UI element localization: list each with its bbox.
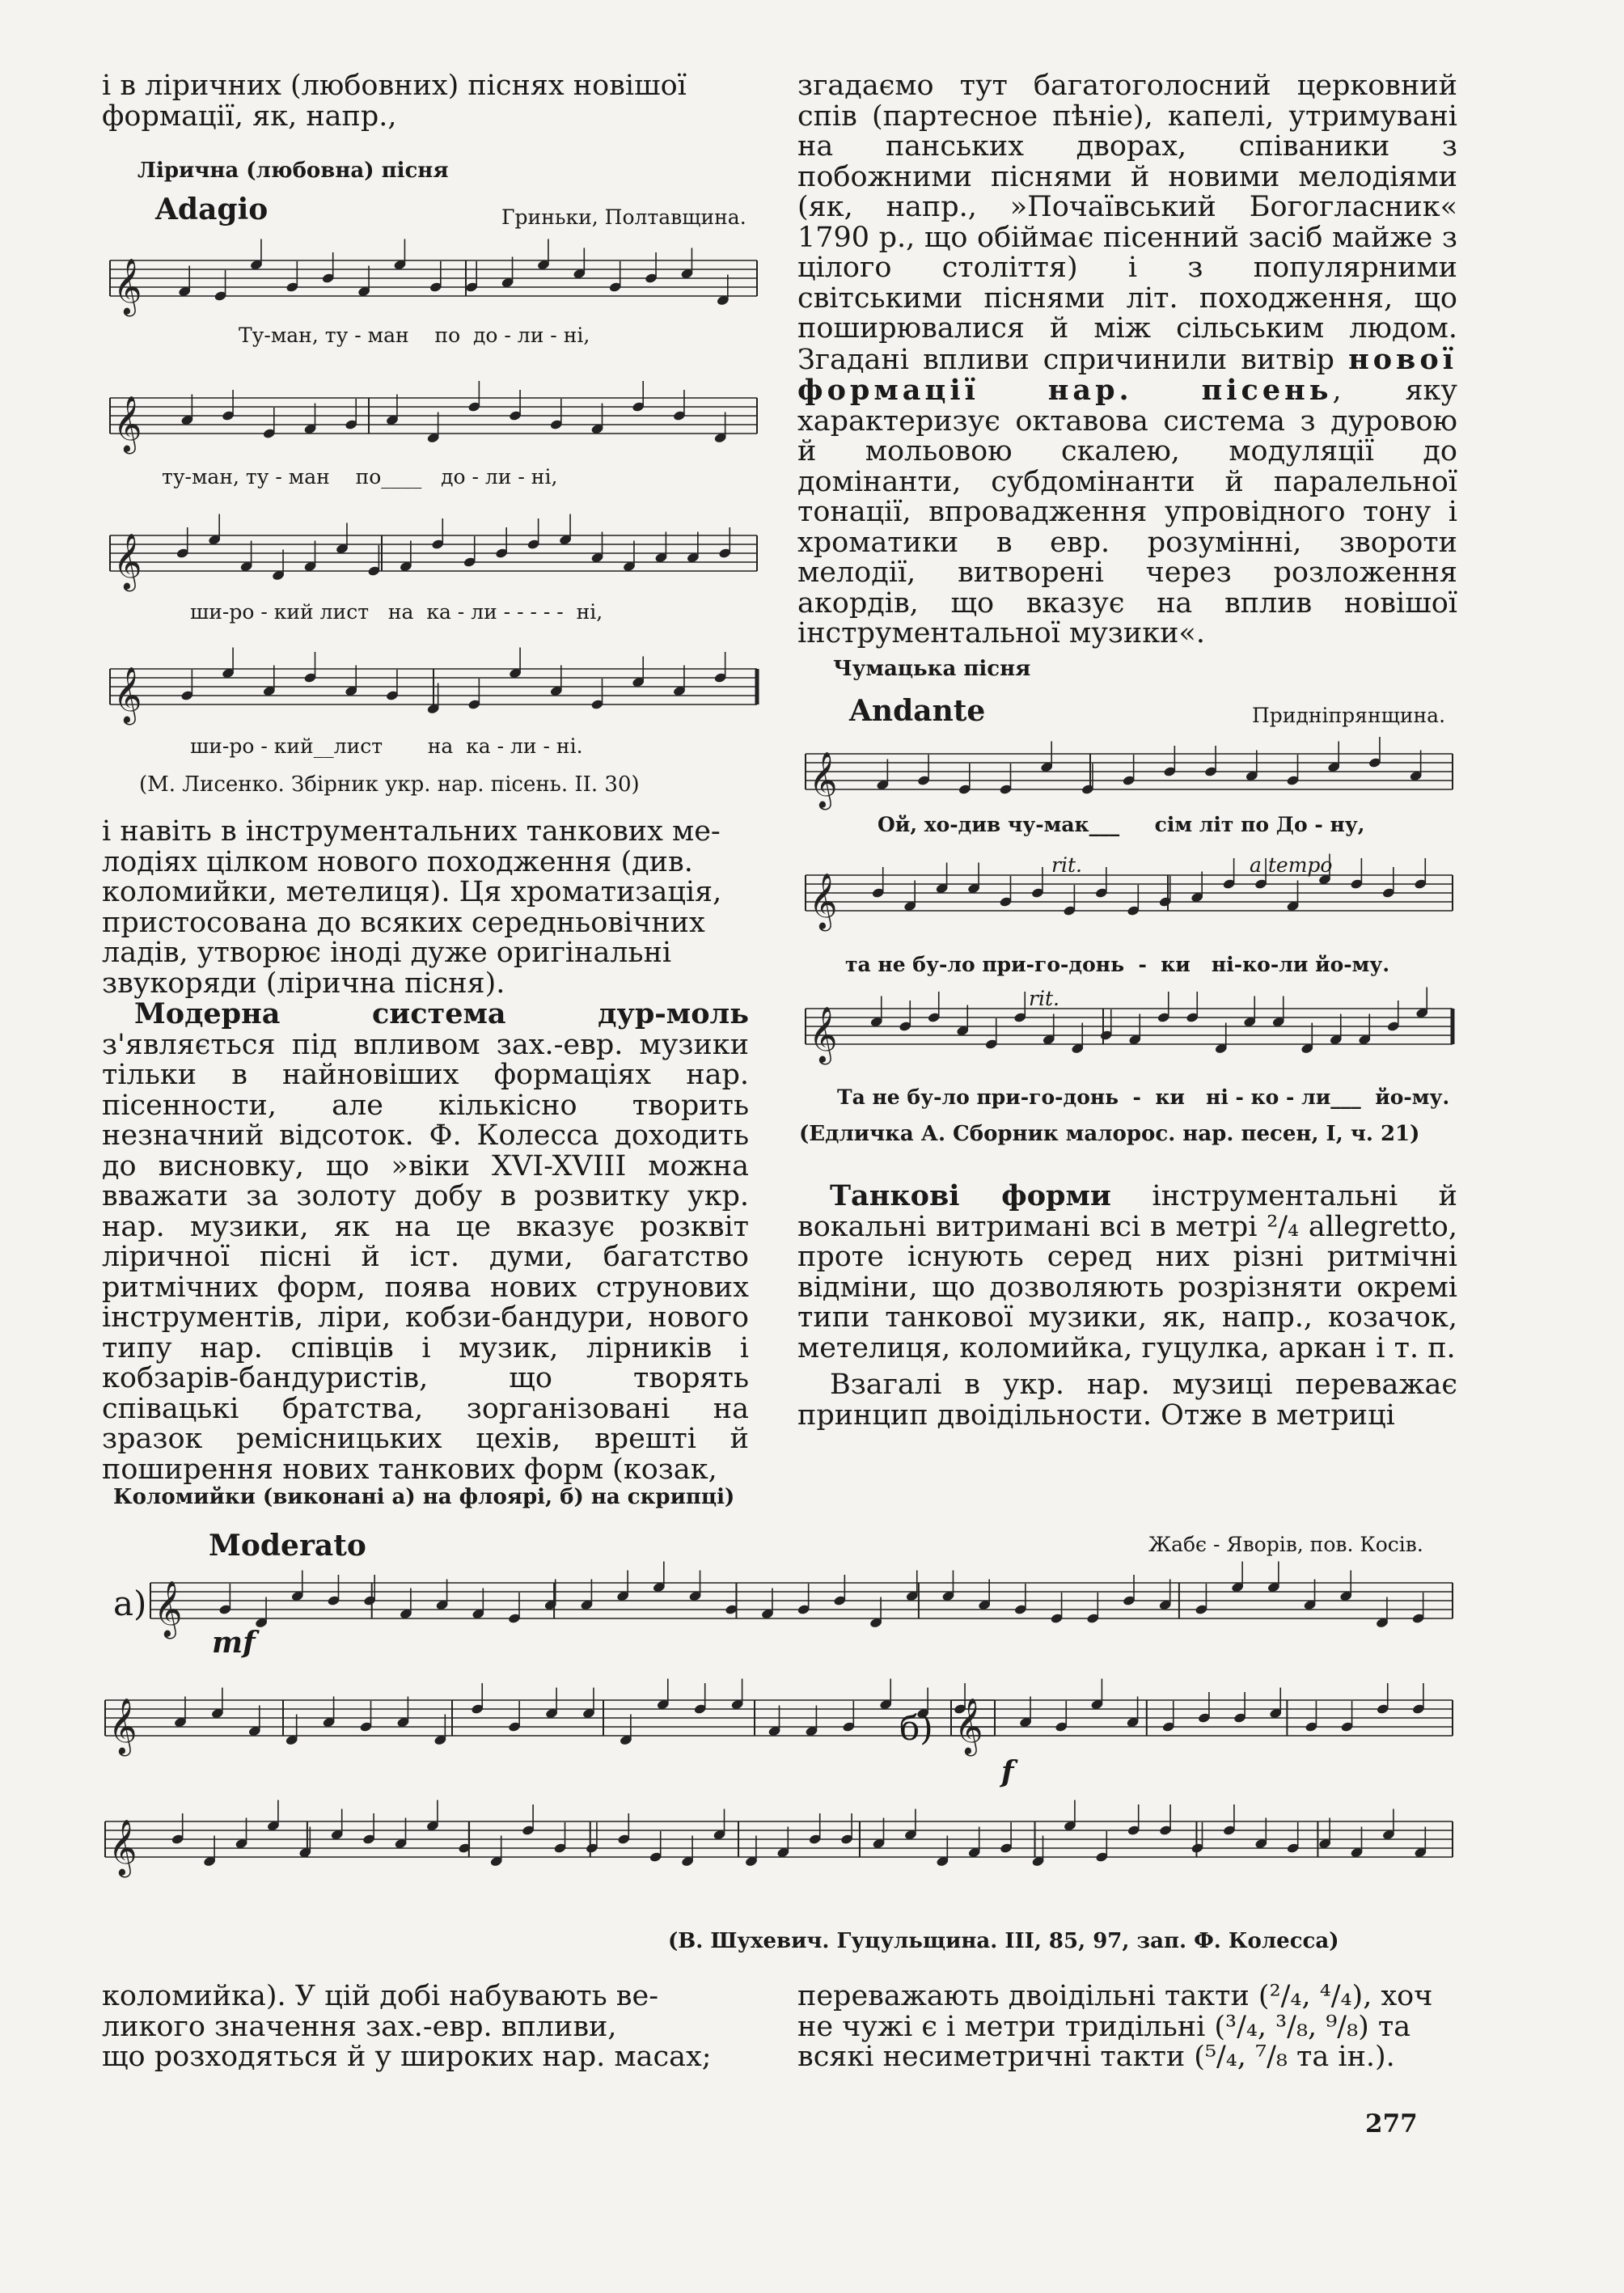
text-line: і навіть в інструментальних танкових ме- [102, 815, 721, 848]
paragraph-body: інструментальні й вокальні витримані всі в метрі ²/₄ allegretto, проте існують серед них різні ритмічні відміни, що дозволяють розрізняти окремі типи танкової музики, як, напр., козачок, метелиця, коломийка, гуцулка, аркан і т. п. [797, 1180, 1457, 1364]
treble-clef: 𝄞 [113, 396, 142, 452]
kolomyika-staff-2 [105, 1682, 995, 1763]
text-line: ликого значення зах.-евр. впливи, [102, 2010, 617, 2043]
text-line: коломийка). У цій добі набувають ве- [102, 1980, 659, 2012]
lyric-song-tempo: Adagio [155, 192, 269, 226]
lyric-song-source: Гриньки, Полтавщина. [501, 205, 746, 229]
dynamic-mf: mf [212, 1626, 256, 1660]
spaced-term: нової формації нар. пісень [797, 342, 1457, 407]
chumak-citation: (Едличка А. Сборник малорос. нар. песен, I, ч. 21) [799, 1122, 1420, 1146]
left-intro [102, 71, 749, 132]
kolomyika-caption: Коломийки (виконані а) на флоярі, б) на скрипці) [113, 1485, 735, 1509]
lyric-line-4: ши-ро - кий__лист на ка - ли - ні. [190, 734, 583, 758]
paragraph-body: з'являється під впливом зах.-евр. музики тільки в найновіших формаціях нар. пісенности, але кількісно творить незначний відсоток. Ф. Колесса доходить до висновку, що »віки XVI-XVIII можна вважати за золоту добу в розвитку укр. нар. музики, як на це вказує розквіт ліричної пісні й іст. думи, багатство ритмічних форм, поява нових струнових інструментів, ліри, кобзи-бандури, нового типу нар. співців і музик, лірників і кобзарів-бандуристів, що творять співацькі братства, зорганізовані на зразок ремісницьких цехів, врешті й поширення нових танкових форм (козак, [102, 1028, 749, 1486]
chumak-staff-1 [806, 736, 1453, 808]
lyric-staff-3 [110, 518, 757, 590]
lyric-line-3: ши-ро - кий лист на ка - ли - - - - - ні, [190, 600, 603, 624]
page-number: 277 [1365, 2109, 1418, 2139]
chumak-a-tempo: a tempo [1250, 853, 1333, 877]
lyric-staff-4 [110, 651, 757, 723]
paragraph-body: Взагалі в укр. нар. музиці переважає принцип двоідільности. Отже в метриці [797, 1369, 1457, 1432]
text-line: не чужі є і метри тридільні (³/₄, ³/₈, ⁹/₈) та [797, 2010, 1411, 2043]
chumak-lyric-1: Ой, хо-див чу-мак___ сім літ по До - ну, [878, 813, 1365, 836]
modern-system-paragraph [102, 999, 749, 1485]
lyric-staff-2 [110, 380, 757, 452]
label-b: б) [899, 1708, 933, 1748]
right-intro [797, 71, 1457, 649]
text-line: і в ліричних (любовних) піснях новішої [102, 70, 687, 102]
treble-clef: 𝄞 [113, 533, 142, 590]
lyric-song-caption: Лірична (любовна) пісня [137, 159, 449, 183]
text-line: що розходяться й у широких нар. масах; [102, 2041, 712, 2073]
text-line: всякі несиметричні такти (⁵/₄, ⁷/₈ та ін.). [797, 2041, 1395, 2073]
treble-clef: 𝄞 [108, 1819, 137, 1876]
treble-clef: 𝄞 [809, 1006, 838, 1063]
treble-clef: 𝄞 [809, 751, 838, 808]
dance-forms-paragraph [797, 1181, 1457, 1364]
chumak-caption: Чумацька пісня [833, 657, 1031, 681]
kolomyika-staff-1 [150, 1565, 1453, 1646]
text-line: лодіях цілком нового походження (див. [102, 845, 693, 878]
treble-clef: 𝄞 [809, 873, 838, 929]
text-line: ладів, утворює іноді дуже оригінальні [102, 937, 672, 969]
chumak-staff-3 [806, 991, 1453, 1064]
bottom-right [797, 1982, 1457, 2073]
kolomyika-source: Жабє - Яворів, пов. Косів. [1148, 1533, 1423, 1556]
right-paragraph [797, 71, 1457, 649]
label-a: а) [113, 1584, 147, 1623]
lyric-citation: (М. Лисенко. Збірник укр. нар. пісень. II. 30) [139, 772, 640, 797]
chumak-lyric-3: Та не бу-ло при-го-донь - ки ні - ко - ли___ йо-му. [837, 1085, 1450, 1109]
right-mid [797, 1181, 1457, 1431]
text-line: коломийки, метелиця). Ця хроматизація, [102, 876, 722, 908]
kolomyika-tempo: Moderato [209, 1529, 366, 1563]
treble-clef: 𝄞 [113, 258, 142, 315]
lyric-line-2: ту-ман, ту - ман по____ до - ли - ні, [162, 465, 558, 489]
text-line: звукоряди (лірична пісня). [102, 967, 505, 1000]
chumak-lyric-2: та не бу-ло при-го-донь - ки ні-ко-ли йо-му. [845, 953, 1390, 976]
chumak-tempo: Andante [849, 694, 986, 728]
kolomyika-citation: (В. Шухевич. Гуцульщина. III, 85, 97, зап. Ф. Колесса) [668, 1929, 1339, 1953]
text-line: переважають двоідільні такти (²/₄, ⁴/₄), хоч [797, 1980, 1433, 2012]
bold-term: Модерна система дур-моль [134, 997, 749, 1030]
treble-clef: 𝄞 [154, 1580, 183, 1637]
lyric-staff-1 [110, 243, 757, 315]
kolomyika-staff-3 [951, 1682, 1453, 1763]
paragraph-body: , яку характеризує октавова система з дуровою й мольовою скалею, модуляції до домінанти, субдомінанти й паралельної тонації, впровадження упровідного тону і хроматики в евр. розумінні, звороти мелодії, витворені через розложення акордів, що вказує на вплив новішої інструментальної музики«. [797, 374, 1457, 649]
chumak-rit-1: rit. [1051, 853, 1082, 877]
chumak-source: Придніпрянщина. [1252, 704, 1446, 727]
treble-clef: 𝄞 [108, 1698, 137, 1754]
bottom-left [102, 1982, 749, 2073]
treble-clef: 𝄞 [954, 1698, 983, 1754]
kolomyika-staff-4 [105, 1804, 1453, 1885]
chumak-rit-2: rit. [1029, 987, 1059, 1010]
lyric-line-1: Ту-ман, ту - ман по до - ли - ні, [239, 324, 590, 347]
chumak-staff-2 [806, 857, 1453, 930]
left-mid [102, 817, 749, 1485]
text-line: формації, як, напр., [102, 99, 397, 133]
paragraph-body: згадаємо тут багатоголосний церковний спів (партесное пѣніе), капелі, утримувані на панських дворах, співаники з побожними піснями й новими мелодіями (як, напр., »Почаївський Богогласник« 1790 р., що обіймає пісенний засіб майже з цілого століття) і з популярними світськими піснями літ. походження, що поширювалися й між сільським людом. Згадані впливи спричинили витвір [797, 70, 1457, 376]
dynamic-f: f [1001, 1755, 1014, 1789]
text-line: пристосована до всяких середньовічних [102, 906, 705, 939]
treble-clef: 𝄞 [113, 666, 142, 723]
bold-term: Танкові форми [830, 1179, 1111, 1212]
